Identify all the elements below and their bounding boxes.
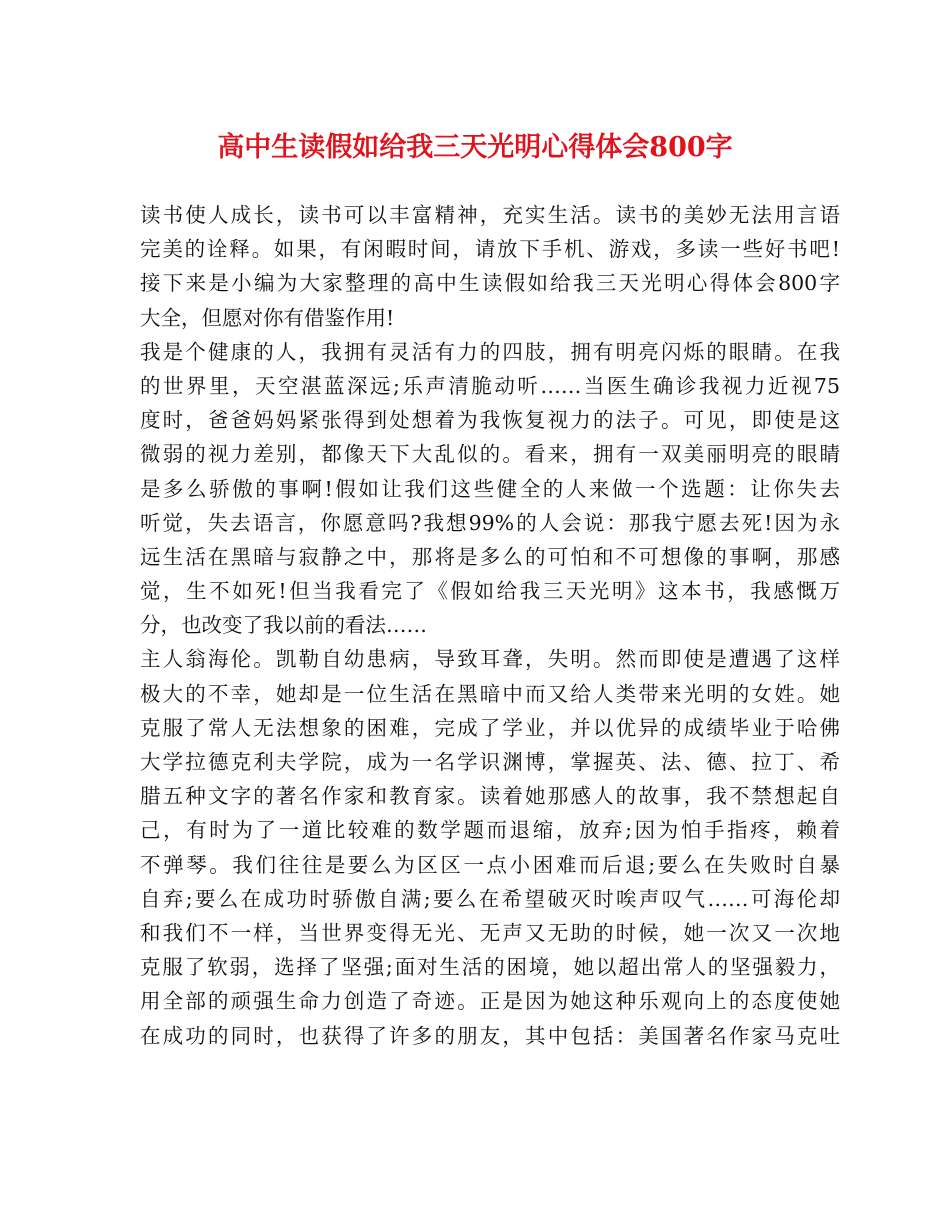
body-line: 听觉，失去语言，你愿意吗?我想99%的人会说：那我宁愿去死!因为永 bbox=[140, 510, 840, 535]
body-line: 觉，生不如死!但当我看完了《假如给我三天光明》这本书，我感慨万 bbox=[140, 579, 840, 604]
body-line: 腊五种文字的著名作家和教育家。读着她那感人的故事，我不禁想起自 bbox=[140, 784, 840, 809]
body-line: 和我们不一样，当世界变得无光、无声又无助的时候，她一次又一次地 bbox=[140, 920, 840, 945]
document-body bbox=[140, 198, 840, 1053]
body-line: 远生活在黑暗与寂静之中，那将是多么的可怕和不可想像的事啊，那感 bbox=[140, 544, 840, 569]
body-line: 己，有时为了一道比较难的数学题而退缩，放弃;因为怕手指疼，赖着 bbox=[140, 818, 840, 843]
body-line: 用全部的顽强生命力创造了奇迹。正是因为她这种乐观向上的态度使她 bbox=[140, 989, 840, 1014]
body-line: 克服了软弱，选择了坚强;面对生活的困境，她以超出常人的坚强毅力， bbox=[140, 955, 840, 980]
body-line: 分，也改变了我以前的看法…… bbox=[140, 613, 427, 638]
body-line: 不弹琴。我们往往是要么为区区一点小困难而后退;要么在失败时自暴 bbox=[140, 852, 840, 877]
body-line: 克服了常人无法想象的困难，完成了学业，并以优异的成绩毕业于哈佛 bbox=[140, 715, 840, 740]
body-line: 完美的诠释。如果，有闲暇时间，请放下手机、游戏，多读一些好书吧! bbox=[140, 237, 840, 262]
body-line: 是多么骄傲的事啊!假如让我们这些健全的人来做一个选题：让你失去 bbox=[140, 476, 840, 501]
body-line: 的世界里，天空湛蓝深远;乐声清脆动听……当医生确诊我视力近视75 bbox=[140, 373, 840, 398]
body-line: 微弱的视力差别，都像天下大乱似的。看来，拥有一双美丽明亮的眼睛 bbox=[140, 442, 840, 467]
body-line: 大学拉德克利夫学院，成为一名学识渊博，掌握英、法、德、拉丁、希 bbox=[140, 750, 840, 774]
body-line: 读书使人成长，读书可以丰富精神，充实生活。读书的美妙无法用言语 bbox=[140, 203, 840, 227]
body-line: 在成功的同时，也获得了许多的朋友，其中包括：美国著名作家马克吐 bbox=[140, 1023, 840, 1048]
body-line: 主人翁海伦。凯勒自幼患病，导致耳聋，失明。然而即使是遭遇了这样 bbox=[140, 647, 840, 672]
body-line: 度时，爸爸妈妈紧张得到处想着为我恢复视力的法子。可见，即使是这 bbox=[140, 408, 840, 433]
body-line: 大全，但愿对你有借鉴作用! bbox=[140, 305, 395, 330]
body-line: 极大的不幸，她却是一位生活在黑暗中而又给人类带来光明的女姓。她 bbox=[140, 681, 840, 706]
document-title: 高中生读假如给我三天光明心得体会800字 bbox=[217, 132, 733, 163]
body-line: 接下来是小编为大家整理的高中生读假如给我三天光明心得体会800字 bbox=[140, 271, 840, 296]
body-line: 我是个健康的人，我拥有灵活有力的四肢，拥有明亮闪烁的眼睛。在我 bbox=[140, 339, 840, 364]
body-line: 自弃;要么在成功时骄傲自满;要么在希望破灭时唉声叹气……可海伦却 bbox=[140, 886, 840, 911]
